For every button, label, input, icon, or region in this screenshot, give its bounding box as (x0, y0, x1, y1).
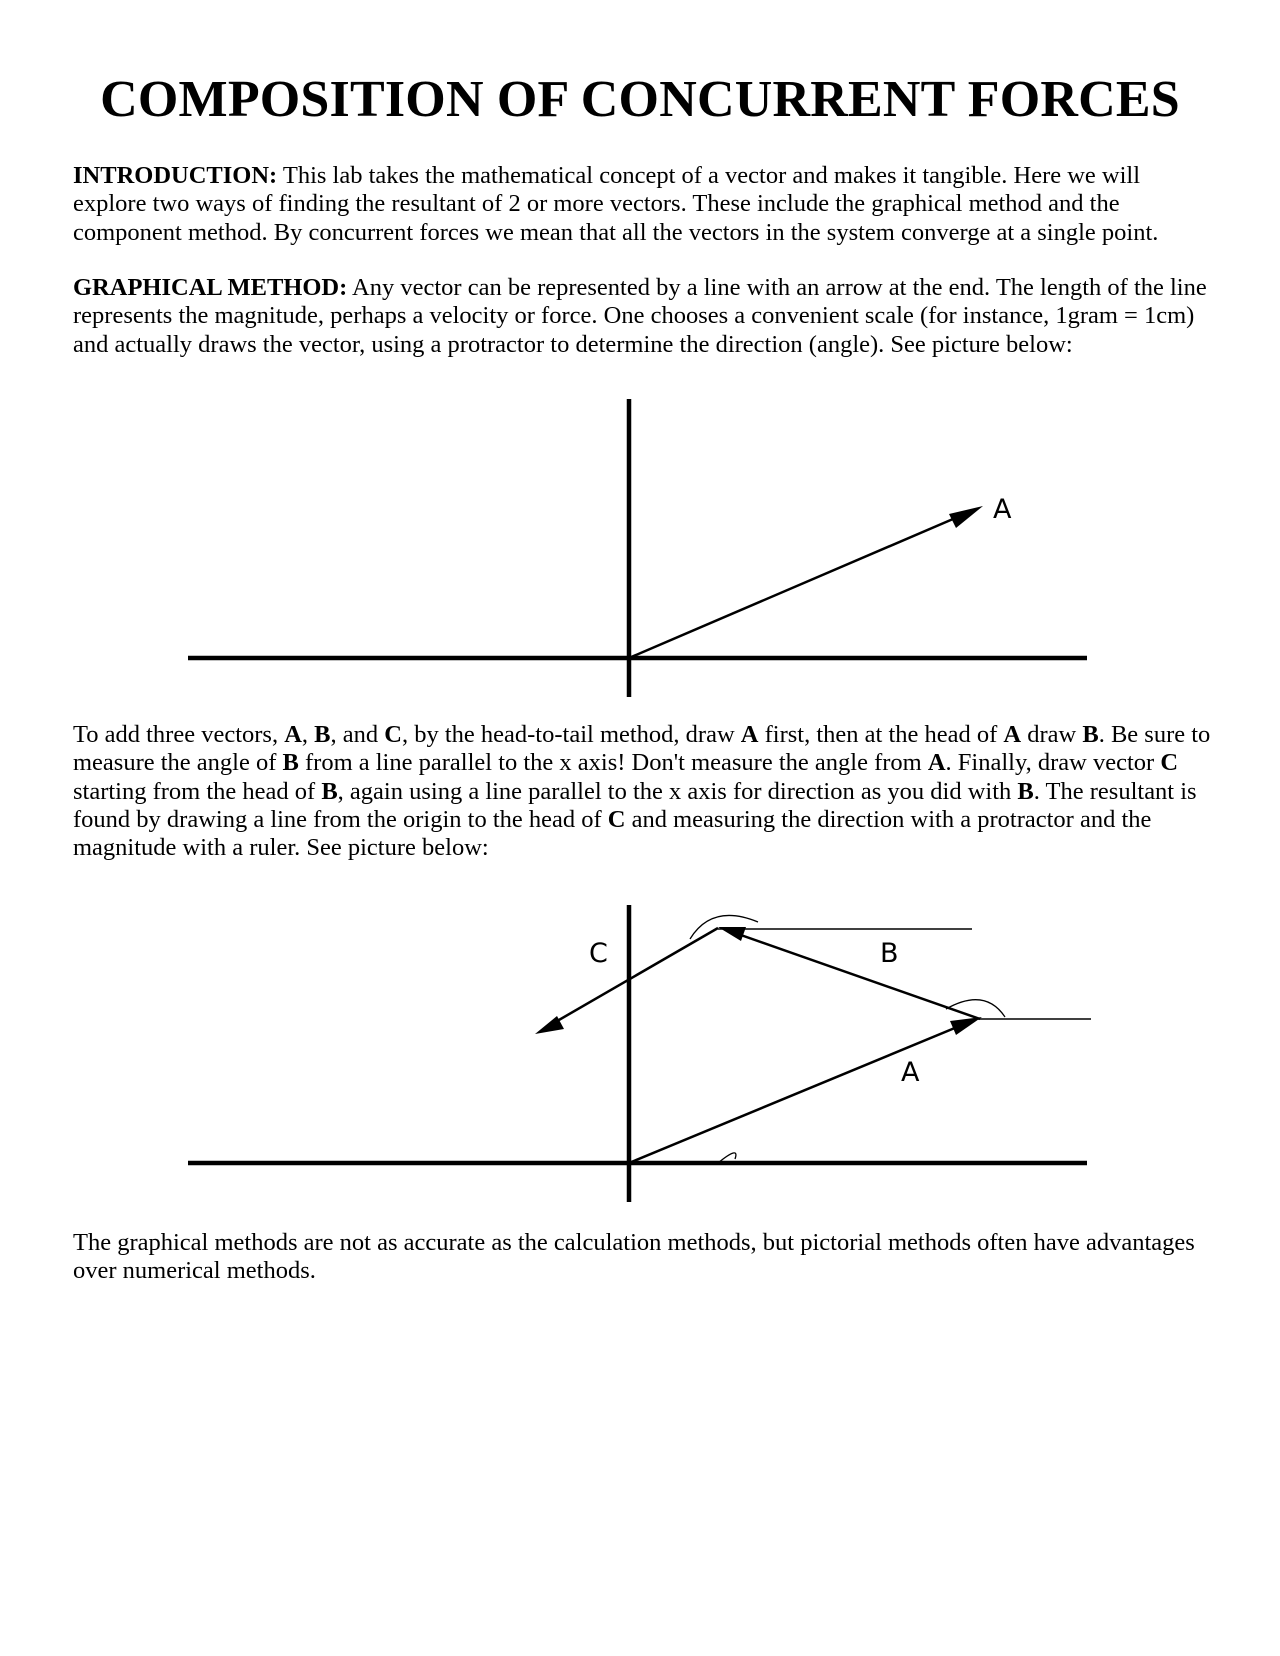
bold-run: A (740, 721, 759, 748)
vector-b-label: B (880, 938, 899, 969)
vector-a-line (629, 1025, 962, 1163)
bold-run: B (321, 777, 338, 805)
text-run: first, then at the head of (758, 721, 1004, 748)
bold-run: B (1017, 777, 1034, 805)
vector-b-line (738, 934, 980, 1019)
vector-c-line (552, 928, 718, 1024)
text-run: and measuring the direction with a protractor and the magnitude with a ruler. See picture below: (73, 805, 1152, 862)
text-run: , again using a line parallel to the x axis for direction as you did with (337, 777, 1018, 805)
graphical-method-label: GRAPHICAL METHOD: (73, 274, 348, 301)
head-to-tail-paragraph (73, 721, 1213, 862)
bold-run: B (314, 721, 331, 748)
closing-paragraph: The graphical methods are not as accurate as the calculation methods, but pictorial methods often have advantages over numerical methods. (73, 1229, 1195, 1285)
text-run: from a line parallel to the x axis! Don't measure the angle from (298, 749, 928, 777)
graphical-method-paragraph (73, 274, 1213, 359)
angle-arc-b (946, 1000, 1005, 1017)
bold-run: B (282, 749, 299, 777)
head-to-tail-figure (0, 895, 1280, 1205)
bold-run: B (1082, 721, 1099, 748)
text-run: . Be sure to measure the angle of (73, 721, 1211, 777)
bold-run: A (927, 749, 946, 777)
text-run: , (301, 721, 315, 748)
bold-run: C (607, 805, 626, 833)
text-run: . The resultant is found by drawing a line from the origin to the head of (73, 777, 1197, 833)
vector-c-label: C (589, 938, 608, 969)
vector-b-arrowhead (718, 927, 746, 941)
text-run: . Finally, draw vector (945, 749, 1161, 777)
introduction-label: INTRODUCTION: (73, 162, 278, 189)
bold-run: C (384, 721, 402, 748)
introduction-paragraph (73, 162, 1213, 247)
bold-run: A (284, 721, 302, 748)
vector-a-line (629, 516, 960, 658)
vector-a-arrowhead (950, 1017, 982, 1035)
vector-a-label: A (901, 1057, 920, 1088)
vector-a-arrowhead (949, 506, 983, 528)
text-run: To add three vectors, (73, 721, 285, 748)
text-run: draw (1021, 721, 1083, 748)
introduction-text: This lab takes the mathematical concept of a vector and makes it tangible. Here we will explore two ways of finding the resultant of 2 or more vectors. These include the graphical method and the component method. By concurrent forces we mean that all the vectors in the system converge at a single point. (73, 162, 1159, 246)
bold-run: C (1160, 749, 1179, 777)
bold-run: A (1003, 721, 1022, 748)
text-run: , by the head-to-tail method, draw (401, 721, 741, 748)
graphical-method-text: Any vector can be represented by a line with an arrow at the end. The length of the line represents the magnitude, perhaps a velocity or force. One chooses a convenient scale (for instance, 1gram = 1cm) and actually draws the vector, using a protractor to determine the direction (angle). See picture below: (73, 274, 1207, 358)
text-run: starting from the head of (73, 777, 322, 805)
single-vector-figure (0, 390, 1280, 700)
page-title: COMPOSITION OF CONCURRENT FORCES (100, 71, 1180, 128)
text-run: , and (330, 721, 385, 748)
vector-a-label: A (993, 494, 1012, 525)
